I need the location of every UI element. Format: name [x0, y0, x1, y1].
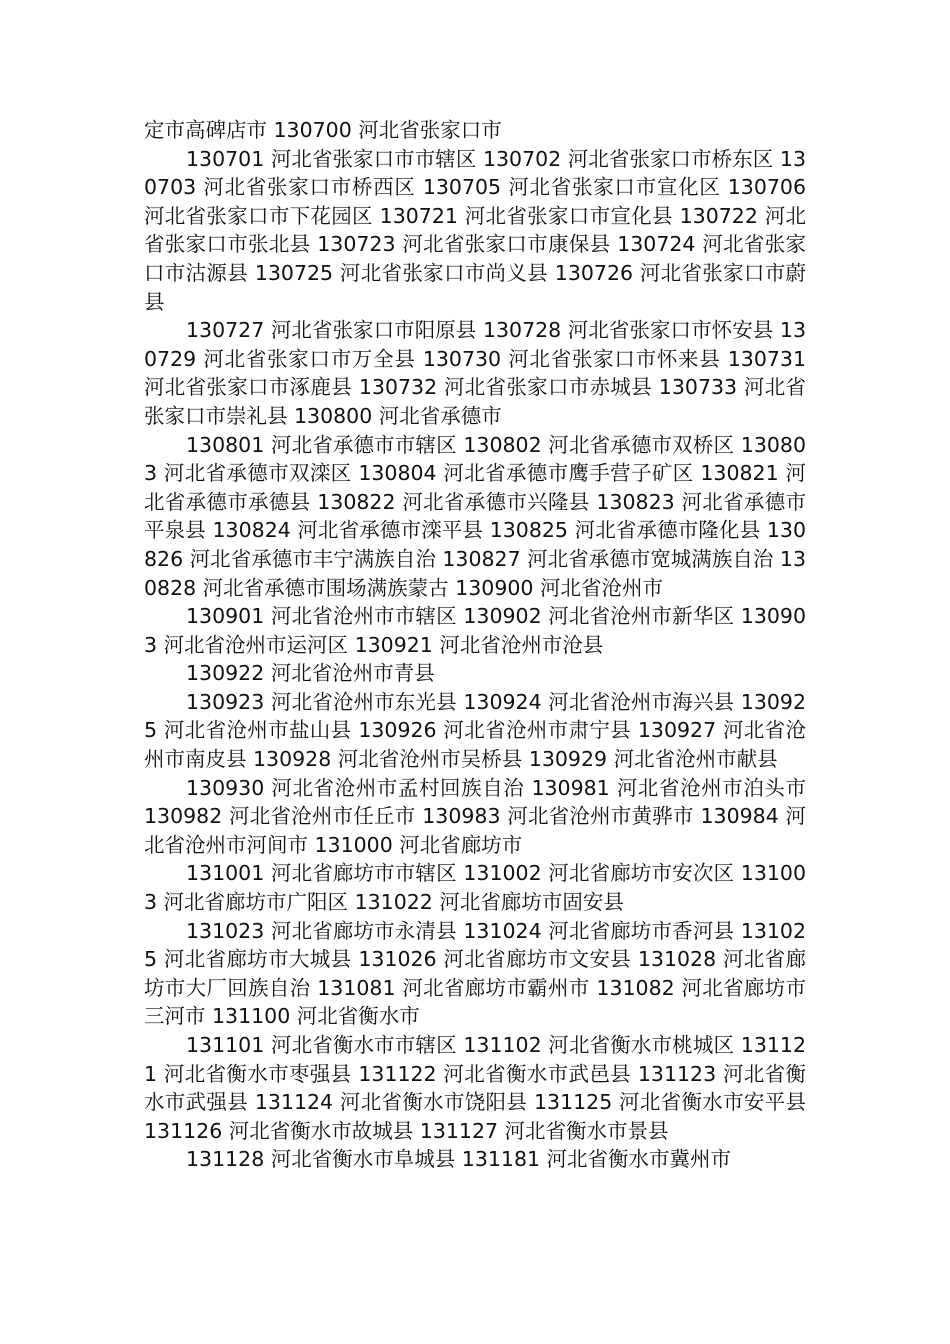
paragraph: 130901 河北省沧州市市辖区 130902 河北省沧州市新华区 130903 河北省沧州市运河区 130921 河北省沧州市沧县 [144, 604, 806, 657]
paragraph: 130930 河北省沧州市孟村回族自治 130981 河北省沧州市泊头市 130982 河北省沧州市任丘市 130983 河北省沧州市黄骅市 130984 河北省沧州市河间市 131000 河北省廊坊市 [144, 775, 806, 857]
paragraph: 131001 河北省廊坊市市辖区 131002 河北省廊坊市安次区 131003 河北省廊坊市广阳区 131022 河北省廊坊市固安县 [144, 861, 806, 915]
document-body [144, 116, 806, 1174]
paragraph: 定市高碑店市 130700 河北省张家口市 [144, 118, 502, 142]
paragraph: 130801 河北省承德市市辖区 130802 河北省承德市双桥区 130803 河北省承德市双滦区 130804 河北省承德市鹰手营子矿区 130821 河北省承德市承德县 130822 河北省承德市兴隆县 130823 河北省承德市平泉县 130824 河北省承德市滦平县 130825 河北省承德市隆化县 130826 河北省承德市丰宁满族自治 130827 河北省承德市宽城满族自治 130828 河北省承德市围场满族蒙古 130900 河北省沧州市 [144, 432, 806, 600]
paragraph: 131128 河北省衡水市阜城县 131181 河北省衡水市冀州市 [186, 1147, 732, 1172]
paragraph: 130922 河北省沧州市青县 [186, 661, 435, 686]
paragraph: 131023 河北省廊坊市永清县 131024 河北省廊坊市香河县 131025 河北省廊坊市大城县 131026 河北省廊坊市文安县 131028 河北省廊坊市大厂回族自治 131081 河北省廊坊市霸州市 131082 河北省廊坊市三河市 131100 河北省衡水市 [144, 918, 806, 1029]
paragraph: 130727 河北省张家口市阳原县 130728 河北省张家口市怀安县 130729 河北省张家口市万全县 130730 河北省张家口市怀来县 130731 河北省张家口市涿鹿县 130732 河北省张家口市赤城县 130733 河北省张家口市崇礼县 130800 河北省承德市 [144, 318, 806, 428]
paragraph: 131101 河北省衡水市市辖区 131102 河北省衡水市桃城区 131121 河北省衡水市枣强县 131122 河北省衡水市武邑县 131123 河北省衡水市武强县 131124 河北省衡水市饶阳县 131125 河北省衡水市安平县 131126 河北省衡水市故城县 131127 河北省衡水市景县 [144, 1033, 806, 1143]
paragraph: 130701 河北省张家口市市辖区 130702 河北省张家口市桥东区 130703 河北省张家口市桥西区 130705 河北省张家口市宣化区 130706 河北省张家口市下花园区 130721 河北省张家口市宣化县 130722 河北省张家口市张北县 130723 河北省张家口市康保县 130724 河北省张家口市沽源县 130725 河北省张家口市尚义县 130726 河北省张家口市蔚县 [144, 146, 806, 314]
paragraph: 130923 河北省沧州市东光县 130924 河北省沧州市海兴县 130925 河北省沧州市盐山县 130926 河北省沧州市肃宁县 130927 河北省沧州市南皮县 130928 河北省沧州市吴桥县 130929 河北省沧州市献县 [144, 689, 806, 772]
